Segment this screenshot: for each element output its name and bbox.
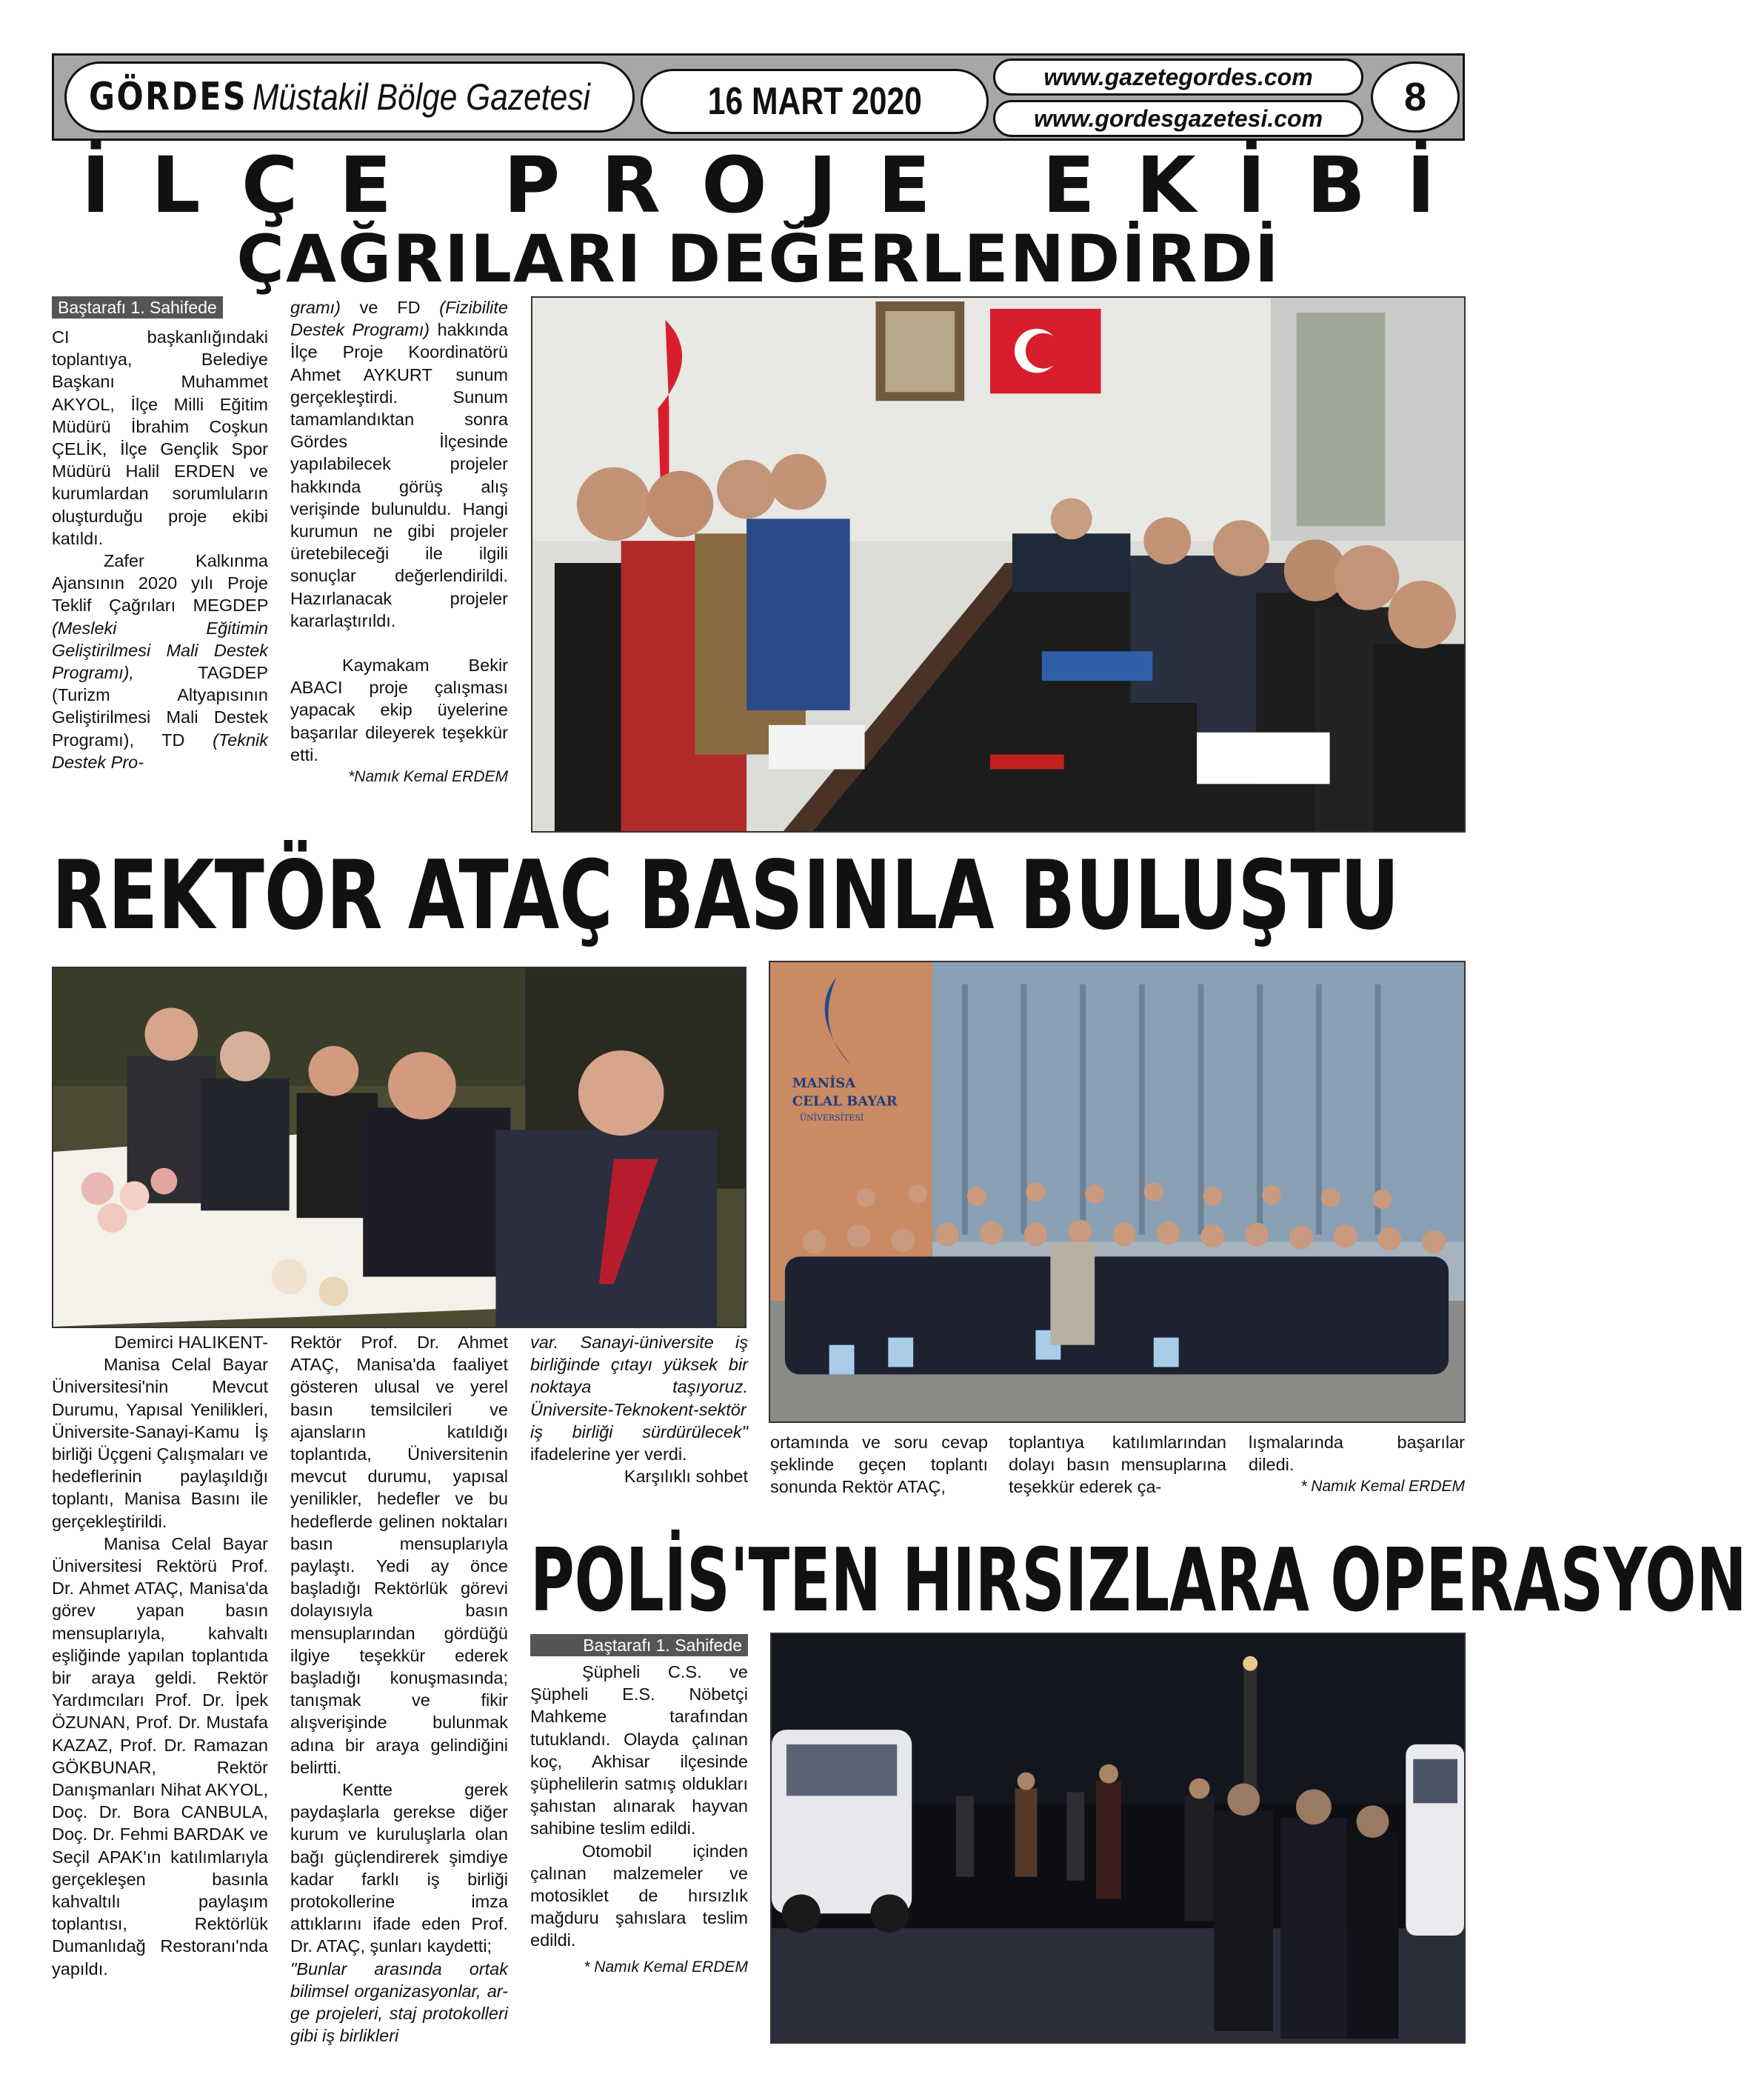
issue-date-text: 16 MART 2020 <box>707 80 922 123</box>
building-sign-line1: MANİSA <box>792 1075 856 1091</box>
website-link-2[interactable]: www.gordesgazetesi.com <box>993 100 1363 137</box>
breakfast-photo <box>52 967 746 1328</box>
website-link-1[interactable]: www.gazetegordes.com <box>993 59 1363 96</box>
article2-column-6: lışmalarında başarılar diledi. * Namık Kemal ERDEM <box>1249 1431 1465 1499</box>
article2-byline: * Namık Kemal ERDEM <box>1300 1478 1465 1496</box>
article1-byline: *Namık Kemal ERDEM <box>348 768 508 786</box>
building-sign-line3: ÜNİVERSİTESİ <box>799 1113 864 1123</box>
paper-logo <box>64 61 635 133</box>
article2-headline-wrap <box>52 841 1465 951</box>
article1-headline-line2: ÇAĞRILARI DEĞERLENDİRDİ <box>236 221 1280 297</box>
group-photo <box>769 961 1466 1423</box>
paper-subtitle: Müstakil Bölge Gazetesi <box>253 76 590 118</box>
article2-column-4: ortamında ve soru cevap şeklinde geçen toplantı sonunda Rektör ATAÇ, <box>770 1433 988 1497</box>
article3-column: Baştarafı 1. Sahifede Şüpheli C.S. ve Şüpheli E.S. Nöbetçi Mahkeme tarafından tutuklandı. Olayda çalınan koç, Akhisar ilçesinde şüphelilerin satmış oldukları şahıstan alınarak hayvan sahibine teslim edildi. Otomobil içinden çalınan malzemeler ve motosiklet de hırsızlık mağduru şahıslara teslim edildi. * Namık Kemal ERDEM <box>530 1634 748 1979</box>
article1-headline-line1: İ L Ç E P R O J E E K İ B İ <box>81 140 1435 230</box>
meeting-photo <box>531 296 1466 833</box>
continued-tag: Baştarafı 1. Sahifede <box>52 296 223 319</box>
police-operation-photo <box>770 1633 1466 2044</box>
building-sign-line2: CELAL BAYAR <box>792 1093 898 1110</box>
article1-column-1: Baştarafı 1. Sahifede CI başkanlığındaki toplantıya, Belediye Başkanı Muhammet AKYOL, İlçe Milli Eğitim Müdürü İbrahim Coşkun ÇELİK, İlçe Gençlik Spor Müdürü Halil ERDEN ve kurumlardan sorumluların oluşturduğu proje ekibi katıldı. Zafer Kalkınma Ajansının 2020 yılı Proje Teklif Çağrıları MEGDEP (Mesleki Eğitimin Geliştirilmesi Mali Destek Programı), TAGDEP (Turizm Altyapısının Geliştirilmesi Mali Destek Programı), TD (Teknik Destek Pro- <box>52 298 268 772</box>
article2-headline: REKTÖR ATAÇ BASINLA BULUŞTU <box>52 841 1400 951</box>
continued-tag-2: Baştarafı 1. Sahifede <box>530 1634 748 1656</box>
article2-column-2: Rektör Prof. Dr. Ahmet ATAÇ, Manisa'da faaliyet gösteren ulusal ve yerel basın temsilcileri ve ajansların katıldığı toplantıda, Üniversitenin mevcut durumu, yapısal yenilikler, hedefler ve bu hedeflerde gelinen noktaları basın mensuplarıyla paylaştı. Yedi ay önce başladığı Rektörlük görevi dolayısıyla basın mensuplarından gördüğü ilgiye teşekkür ederek başladığı konuşmasında; tanışmak ve fikir alışverişinde bulunmak adına bir araya gelindiğini belirtti. Kentte gerek paydaşlarla gerekse diğer kurum ve kuruluşlarla olan bağı güçlendirerek şimdiye kadar farklı iş birliği protokollerine imza attıklarını ifade eden Prof. Dr. ATAÇ, şunları kaydetti; "Bunlar arasında ortak bilimsel organizasyonlar, ar-ge projeleri, staj protokolleri gibi iş birlikleri <box>290 1333 508 2046</box>
article2-column-1: Demirci HALIKENT- Manisa Celal Bayar Üniversitesi'nin Mevcut Durumu, Yapısal Yenilikleri, Üniversite-Sanayi-Kamu İş birliği Üçgeni Çalışmaları ve hedeflerinin paylaşıldığı toplantı, Manisa Basını ile gerçekleştirildi. Manisa Celal Bayar Üniversitesi Rektörü Prof. Dr. Ahmet ATAÇ, Manisa'da görev yapan basın mensuplarıyla, kahvaltı eşliğinde yapılan toplantıda bir araya geldi. Rektör Yardımcıları Prof. Dr. İpek ÖZUNAN, Prof. Dr. Mustafa KAZAZ, Prof. Dr. Ramazan GÖKBUNAR, Rektör Danışmanları Nihat AKYOL, Doç. Dr. Bora CANBULA, Doç. Dr. Fehmi BARDAK ve Seçil APAK'ın katılımlarıyla gerçekleşen basınla kahvaltılı paylaşım toplantısı, Rektörlük Dumanlıdağ Restoranı'nda yapıldı. <box>52 1333 268 1979</box>
article3-headline-wrap <box>530 1529 1747 1631</box>
issue-date <box>641 69 989 134</box>
article2-column-5: toplantıya katılımlarından dolayı basın mensuplarına teşekkür ederek ça- <box>1009 1433 1226 1497</box>
masthead <box>52 53 1465 141</box>
article3-byline: * Namık Kemal ERDEM <box>584 1958 748 1976</box>
page-number: 8 <box>1371 61 1460 133</box>
article1-column-2: gramı) ve FD (Fizibilite Destek Programı) hakkında İlçe Proje Koordinatörü Ahmet AYKURT sunum gerçekleştirdi. Sunum tamamlandıktan sonra Gördes İlçesinde yapılabilecek projeler hakkında görüş alış verişinde bulunuldu. Hangi kurumun ne gibi projeler üretebileceği ile ilgili sonuçlar değerlendirildi. Hazırlanacak projeler kararlaştırıldı. Kaymakam Bekir ABACI proje çalışması yapacak ekip üyelerine başarılar dileyerek teşekkür etti. *Namık Kemal ERDEM <box>290 296 508 788</box>
article2-column-3: var. Sanayi-üniversite iş birliğinde çıtayı yüksek bir noktaya taşıyoruz. Üniversite-Teknokent-sektör iş birliği sürdürülecek" ifadelerine yer verdi. Karşılıklı sohbet <box>530 1333 748 1487</box>
article3-headline: POLİS'TEN HIRSIZLARA OPERASYON <box>530 1529 1747 1631</box>
paper-name: GÖRDES <box>89 75 248 119</box>
